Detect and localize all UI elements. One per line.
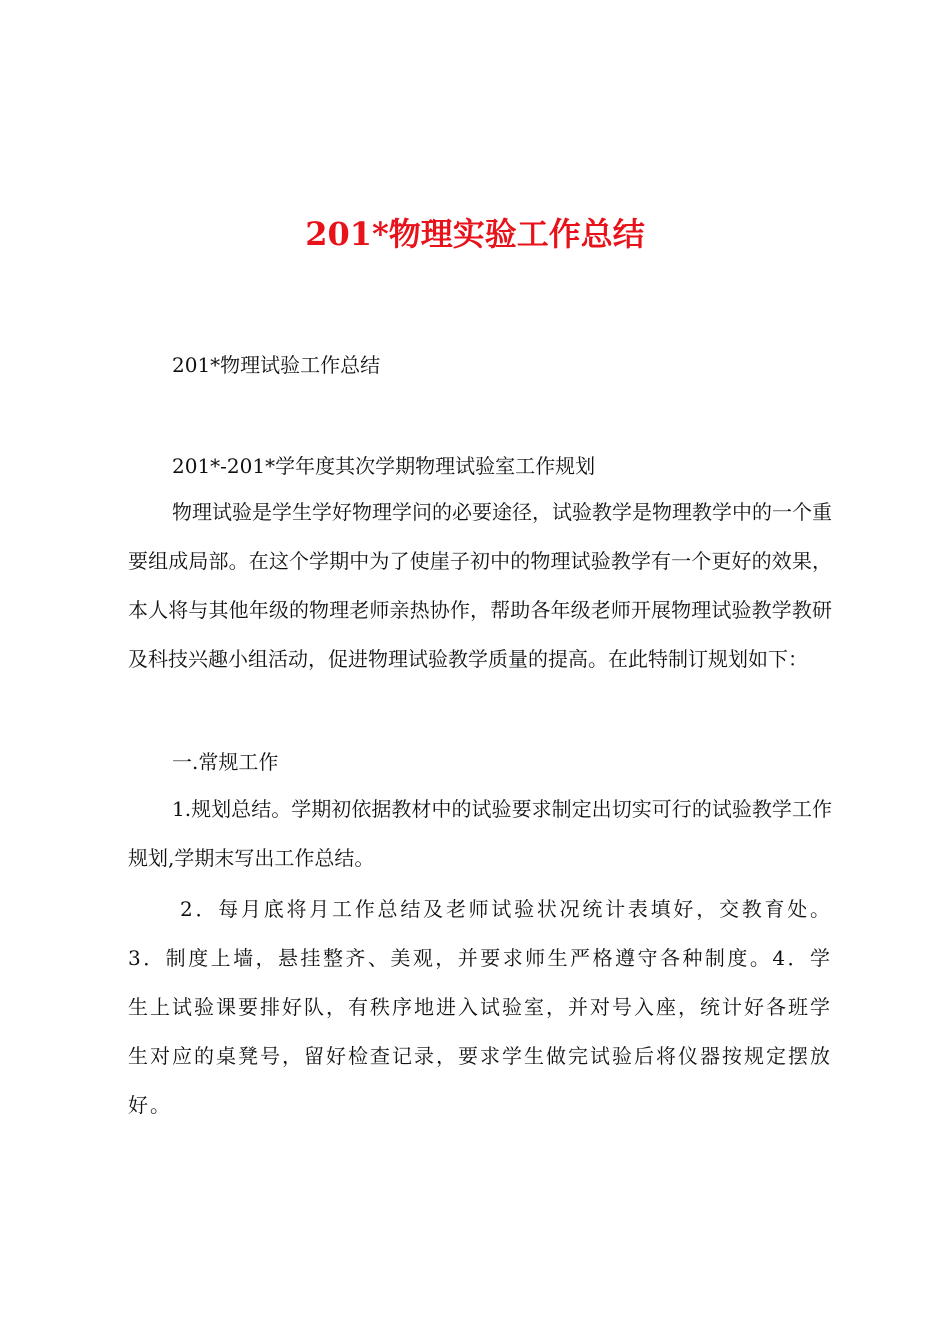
document-subtitle: 201*物理试验工作总结 [172, 353, 381, 377]
plan-title: 201*-201*学年度其次学期物理试验室工作规划 [172, 454, 596, 478]
intro-paragraph: 物理试验是学生学好物理学问的必要途径，试验教学是物理教学中的一个重要组成局部。在这个学期中为了使崖子初中的物理试验教学有一个更好的效果，本人将与其他年级的物理老师亲热协作，帮助各年级老师开展物理试验教学教研及科技兴趣小组活动，促进物理试验教学质量的提高。在此特制订规划如下： [128, 500, 832, 671]
document-title: 201*物理实验工作总结 [305, 215, 645, 253]
section-heading: 一.常规工作 [172, 750, 279, 774]
items-2-4-paragraph: 2．每月底将月工作总结及老师试验状况统计表填好，交教育处。3．制度上墙，悬挂整齐、美观，并要求师生严格遵守各种制度。4．学生上试验课要排好队，有秩序地进入试验室，并对号入座，统计好各班学生对应的桌凳号，留好检查记录，要求学生做完试验后将仪器按规定摆放好。 [128, 897, 832, 1117]
item-1-paragraph: 1.规划总结。学期初依据教材中的试验要求制定出切实可行的试验教学工作规划,学期末写出工作总结。 [128, 797, 832, 870]
